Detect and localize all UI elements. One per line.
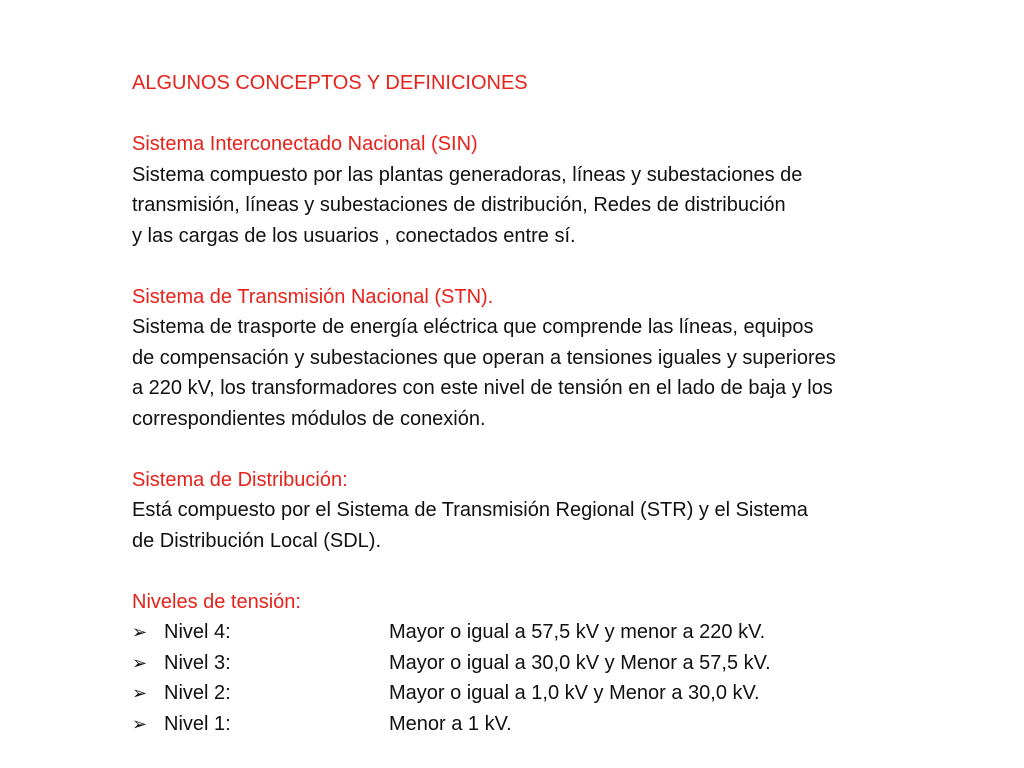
levels-heading: Niveles de tensión: (132, 590, 301, 613)
spacer (132, 434, 992, 465)
level-description: Menor a 1 kV. (389, 712, 512, 735)
spacer (132, 251, 992, 282)
level-name: Nivel 2: (164, 682, 231, 704)
level-description: Mayor o igual a 1,0 kV y Menor a 30,0 kV. (389, 682, 760, 704)
level-item (132, 709, 992, 740)
section-text-line: de compensación y subestaciones que operan a tensiones iguales y superiores (132, 346, 836, 369)
slide-content (132, 68, 992, 739)
level-name: Nivel 1: (164, 712, 231, 735)
arrowhead-bullet-icon: ➢ (132, 622, 148, 642)
slide-title: ALGUNOS CONCEPTOS Y DEFINICIONES (132, 72, 528, 94)
section-text-line: correspondientes módulos de conexión. (132, 407, 486, 430)
section-heading-stn: Sistema de Transmisión Nacional (STN). (132, 285, 494, 308)
section-heading-distribucion: Sistema de Distribución: (132, 468, 348, 491)
section-text-line: Está compuesto por el Sistema de Transmisión Regional (STR) y el Sistema (132, 499, 808, 521)
section-text-line: a 220 kV, los transformadores con este nivel de tensión en el lado de baja y los (132, 377, 833, 399)
level-item (132, 617, 992, 648)
arrowhead-bullet-icon: ➢ (132, 683, 148, 703)
spacer (132, 99, 992, 130)
level-item (132, 678, 992, 709)
arrowhead-bullet-icon: ➢ (132, 713, 148, 734)
spacer (132, 556, 992, 587)
level-description: Mayor o igual a 30,0 kV y Menor a 57,5 kV. (389, 651, 771, 674)
level-name: Nivel 3: (164, 651, 231, 674)
section-text-line: y las cargas de los usuarios , conectados entre sí. (132, 224, 576, 247)
section-text-line: Sistema compuesto por las plantas generadoras, líneas y subestaciones de (132, 163, 803, 186)
section-heading-sin: Sistema Interconectado Nacional (SIN) (132, 133, 478, 155)
level-description: Mayor o igual a 57,5 kV y menor a 220 kV. (389, 621, 766, 643)
section-text-line: de Distribución Local (SDL). (132, 529, 381, 552)
level-name: Nivel 4: (164, 621, 231, 643)
section-text-line: Sistema de trasporte de energía eléctrica que comprende las líneas, equipos (132, 316, 814, 338)
section-text-line: transmisión, líneas y subestaciones de distribución, Redes de distribución (132, 194, 786, 216)
level-item (132, 648, 992, 679)
arrowhead-bullet-icon: ➢ (132, 652, 148, 673)
